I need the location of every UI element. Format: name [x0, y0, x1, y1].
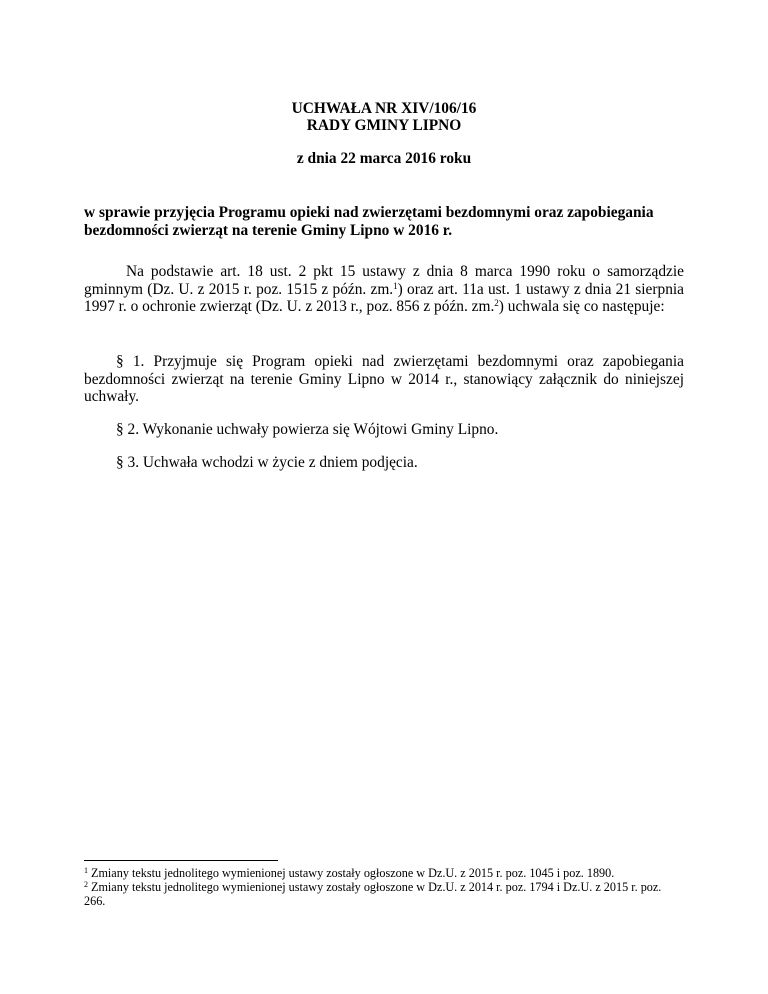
- footnote-1: [84, 866, 684, 880]
- section-1-paragraph: § 1. Przyjmuje się Program opieki nad zwierzętami bezdomnymi oraz zapobiegania bezdomności zwierząt na terenie Gminy Lipno w 2014 r., stanowiący załącznik do niniejszej uchwały.: [84, 353, 684, 405]
- resolution-date: z dnia 22 marca 2016 roku: [296, 150, 472, 167]
- preamble-text-2: ) oraz art. 11a ust. 1 ustawy z dnia 21 sierpnia 1997 r. o ochronie zwierząt (Dz. U. z 2013 r., poz. 856 z późn. zm.: [84, 280, 684, 315]
- footnote-separator: [84, 860, 278, 861]
- section-3-paragraph: § 3. Uchwała wchodzi w życie z dniem podjęcia.: [116, 454, 418, 471]
- resolution-title: UCHWAŁA NR XIV/106/16: [291, 100, 477, 117]
- preamble-text-3: ) uchwala się co następuje:: [498, 298, 665, 315]
- resolution-subject: w sprawie przyjęcia Programu opieki nad zwierzętami bezdomnymi oraz zapobiegania bezdomności zwierząt na terenie Gminy Lipno w 2016 r.: [84, 204, 654, 239]
- section-2-paragraph: § 2. Wykonanie uchwały powierza się Wójtowi Gminy Lipno.: [116, 421, 499, 438]
- footnote-2: [84, 880, 684, 908]
- footnote-ref-2: 2: [494, 298, 499, 308]
- footnote-1-text: Zmiany tekstu jednolitego wymienionej ustawy zostały ogłoszone w Dz.U. z 2015 r. poz. 1045 i poz. 1890.: [91, 866, 615, 880]
- footnote-1-number: 1: [84, 866, 88, 875]
- footnote-2-text: Zmiany tekstu jednolitego wymienionej ustawy zostały ogłoszone w Dz.U. z 2014 r. poz. 1794 i Dz.U. z 2015 r. poz. 266.: [84, 880, 662, 908]
- footnote-ref-1: 1: [393, 280, 398, 291]
- footnote-2-number: 2: [84, 880, 88, 889]
- council-name: RADY GMINY LIPNO: [306, 117, 462, 134]
- preamble-text-1: Na podstawie art. 18 ust. 2 pkt 15 ustawy z dnia 8 marca 1990 roku o samorządzie gminnym (Dz. U. z 2015 r. poz. 1515 z późn. zm.: [84, 263, 684, 298]
- preamble-paragraph: [84, 263, 684, 316]
